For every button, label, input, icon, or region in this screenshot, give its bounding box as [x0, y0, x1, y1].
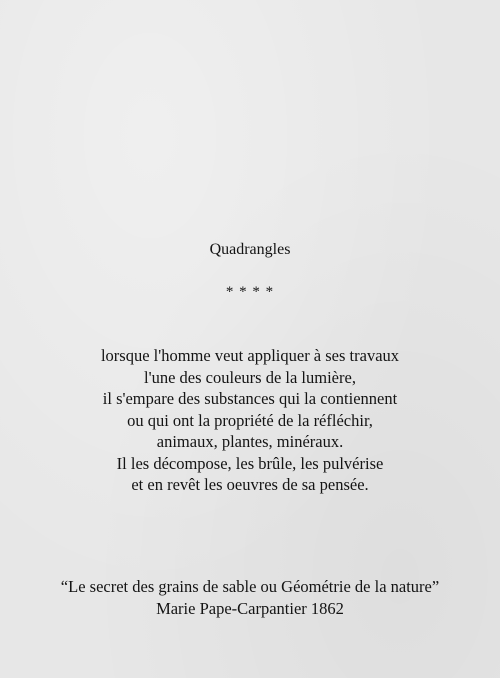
poem-block [0, 345, 500, 496]
citation-author-year: Marie Pape-Carpantier 1862 [156, 599, 344, 618]
separator-asterisks: * * * * [225, 284, 275, 300]
poem-line: et en revêt les oeuvres de sa pensée. [131, 475, 369, 494]
poem-line: Il les décompose, les brûle, les pulvérise [116, 453, 384, 473]
poem-line: animaux, plantes, minéraux. [156, 432, 344, 451]
citation-block [0, 576, 500, 620]
page-title: Quadrangles [209, 241, 291, 258]
poem-line: ou qui ont la propriété de la réfléchir, [127, 410, 373, 430]
citation-work-title: “Le secret des grains de sable ou Géométrie de la nature” [60, 577, 440, 596]
poem-line: lorsque l'homme veut appliquer à ses travaux [100, 346, 400, 365]
poem-line: l'une des couleurs de la lumière, [144, 367, 356, 387]
poem-line: il s'empare des substances qui la contiennent [102, 389, 398, 408]
